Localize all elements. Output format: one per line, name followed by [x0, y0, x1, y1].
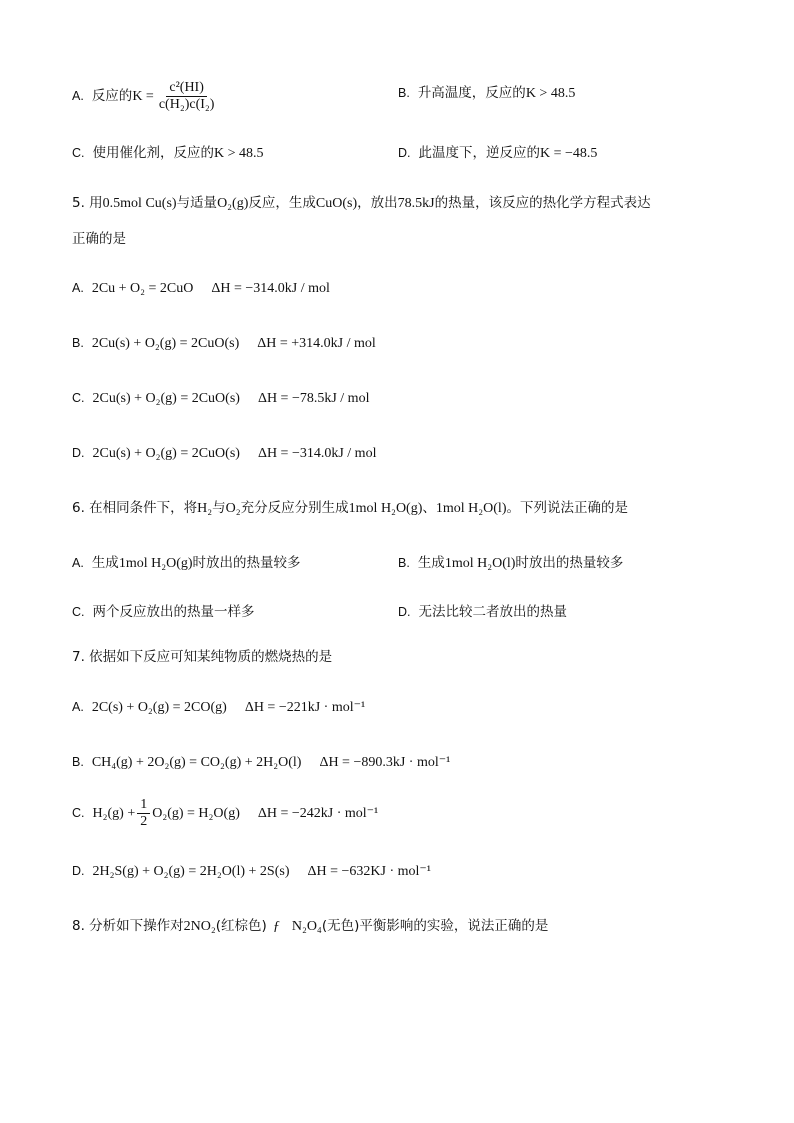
option-text: 时放出的热量较多: [192, 555, 301, 571]
option-letter: A.: [72, 281, 84, 295]
enthalpy: ΔH = +314.0kJ / mol: [257, 336, 376, 351]
enthalpy: ΔH = −890.3kJ · mol⁻¹: [319, 755, 451, 770]
option-math: K =: [132, 89, 154, 104]
q4-option-a: [72, 80, 219, 113]
enthalpy: ΔH = −242kJ · mol⁻¹: [257, 806, 379, 821]
option-letter: C.: [72, 806, 85, 820]
option-letter: D.: [72, 864, 85, 878]
equation: H₂(g) +: [92, 806, 136, 821]
q5-stem-line1: [72, 193, 651, 214]
stem-math: 2NO₂: [183, 919, 216, 934]
stem-math: 1mol H₂O(g): [348, 501, 423, 516]
q5-option-c: [72, 388, 369, 409]
fraction-numerator: 1: [137, 797, 150, 814]
stem-text: 充分反应分别生成: [240, 500, 349, 516]
option-math: 1mol H₂O(l): [444, 556, 516, 571]
equation: 2Cu(s) + O₂(g) = 2CuO(s): [91, 336, 240, 351]
stem-text: 7. 依据如下反应可知某纯物质的燃烧热的是: [72, 649, 333, 665]
q7-option-b: [72, 752, 450, 773]
equation: 2Cu(s) + O₂(g) = 2CuO(s): [92, 391, 240, 406]
q7-stem: [72, 647, 332, 667]
option-letter: A.: [72, 556, 84, 570]
option-letter: D.: [398, 146, 411, 160]
fraction-denominator: 2: [140, 814, 148, 829]
stem-text: (无色)平衡影响的实验，说法正确的是: [321, 918, 549, 934]
stem-text: 8. 分析如下操作对: [72, 918, 184, 934]
stem-text: (红棕色): [215, 918, 267, 934]
enthalpy: ΔH = −221kJ · mol⁻¹: [244, 700, 366, 715]
equation: CH₄(g) + 2O₂(g) = CO₂(g) + 2H₂O(l): [91, 755, 302, 770]
equation: 2C(s) + O₂(g) = 2CO(g): [91, 700, 227, 715]
q8-stem: [72, 916, 548, 937]
stem-text: ，放出: [357, 195, 398, 211]
q5-option-b: [72, 333, 376, 354]
q6-option-c: [72, 602, 255, 622]
q5-option-a: [72, 278, 330, 299]
option-letter: B.: [398, 86, 410, 100]
q5-stem-line2: [72, 229, 126, 249]
stem-text: 、: [422, 500, 436, 516]
equation: 2Cu(s) + O₂(g) = 2CuO(s): [92, 446, 240, 461]
stem-math: N₂O₄: [291, 919, 322, 934]
q6-stem: [72, 498, 628, 519]
option-text: 时放出的热量较多: [515, 555, 624, 571]
enthalpy: ΔH = −314.0kJ / mol: [211, 281, 330, 296]
q7-option-c: [72, 797, 378, 830]
option-letter: C.: [72, 391, 85, 405]
equilibrium-symbol: ƒ: [272, 919, 280, 934]
option-letter: C.: [72, 146, 85, 160]
option-math: K > 48.5: [525, 86, 576, 101]
option-letter: D.: [72, 446, 85, 460]
enthalpy: ΔH = −78.5kJ / mol: [257, 391, 370, 406]
q5-option-d: [72, 443, 376, 464]
equation: O₂(g) = H₂O(g): [152, 806, 240, 821]
enthalpy: ΔH = −314.0kJ / mol: [257, 446, 377, 461]
q6-option-d: [398, 602, 567, 622]
q7-option-a: [72, 697, 365, 718]
stem-math: 78.5kJ: [397, 196, 435, 211]
option-text: 升高温度，反应的: [417, 85, 526, 101]
option-letter: D.: [398, 605, 411, 619]
option-letter: A.: [72, 700, 84, 714]
option-text: 两个反应放出的热量一样多: [92, 604, 255, 620]
option-text: 使用催化剂，反应的: [92, 145, 214, 161]
option-text: 生成: [91, 555, 119, 571]
stem-text: 6. 在相同条件下，将: [72, 500, 198, 516]
q7-option-d: [72, 861, 431, 882]
option-letter: B.: [72, 755, 84, 769]
option-text: 无法比较二者放出的热量: [418, 604, 567, 620]
option-text: 生成: [417, 555, 445, 571]
stem-text: 反应，生成: [248, 195, 316, 211]
option-letter: B.: [72, 336, 84, 350]
option-letter: A.: [72, 89, 84, 103]
fraction-denominator: c(H₂)c(I₂): [158, 97, 215, 112]
stem-math: O₂: [225, 501, 241, 516]
enthalpy: ΔH = −632KJ · mol⁻¹: [307, 864, 431, 879]
stem-text: 5. 用: [72, 195, 103, 211]
q4-option-d: [398, 143, 597, 164]
equation: 2Cu + O₂ = 2CuO: [91, 281, 194, 296]
option-letter: C.: [72, 605, 85, 619]
k-fraction: [156, 80, 218, 113]
option-math: K > 48.5: [214, 146, 264, 161]
q4-option-b: [398, 83, 575, 104]
half-fraction: [137, 797, 150, 830]
stem-math: O₂(g): [217, 196, 249, 211]
q6-option-b: [398, 553, 623, 574]
equation: 2H₂S(g) + O₂(g) = 2H₂O(l) + 2S(s): [92, 864, 290, 879]
option-math: K = −48.5: [540, 146, 598, 161]
stem-text: 的热量，该反应的热化学方程式表达: [434, 195, 651, 211]
stem-math: CuO(s): [315, 196, 358, 211]
stem-text: 与适量: [176, 195, 218, 211]
q4-option-c: [72, 143, 264, 164]
option-text: 反应的: [91, 88, 133, 104]
q6-option-a: [72, 553, 301, 574]
stem-text: 与: [212, 500, 226, 516]
option-math: 1mol H₂O(g): [118, 556, 193, 571]
option-text: 此温度下，逆反应的: [418, 145, 540, 161]
stem-text: 正确的是: [72, 231, 126, 247]
stem-math: H₂: [197, 501, 213, 516]
fraction-numerator: c²(HI): [166, 80, 207, 97]
stem-math: 1mol H₂O(l): [435, 501, 507, 516]
stem-text: 。下列说法正确的是: [506, 500, 628, 516]
stem-math: 0.5mol Cu(s): [102, 196, 177, 211]
option-letter: B.: [398, 556, 410, 570]
